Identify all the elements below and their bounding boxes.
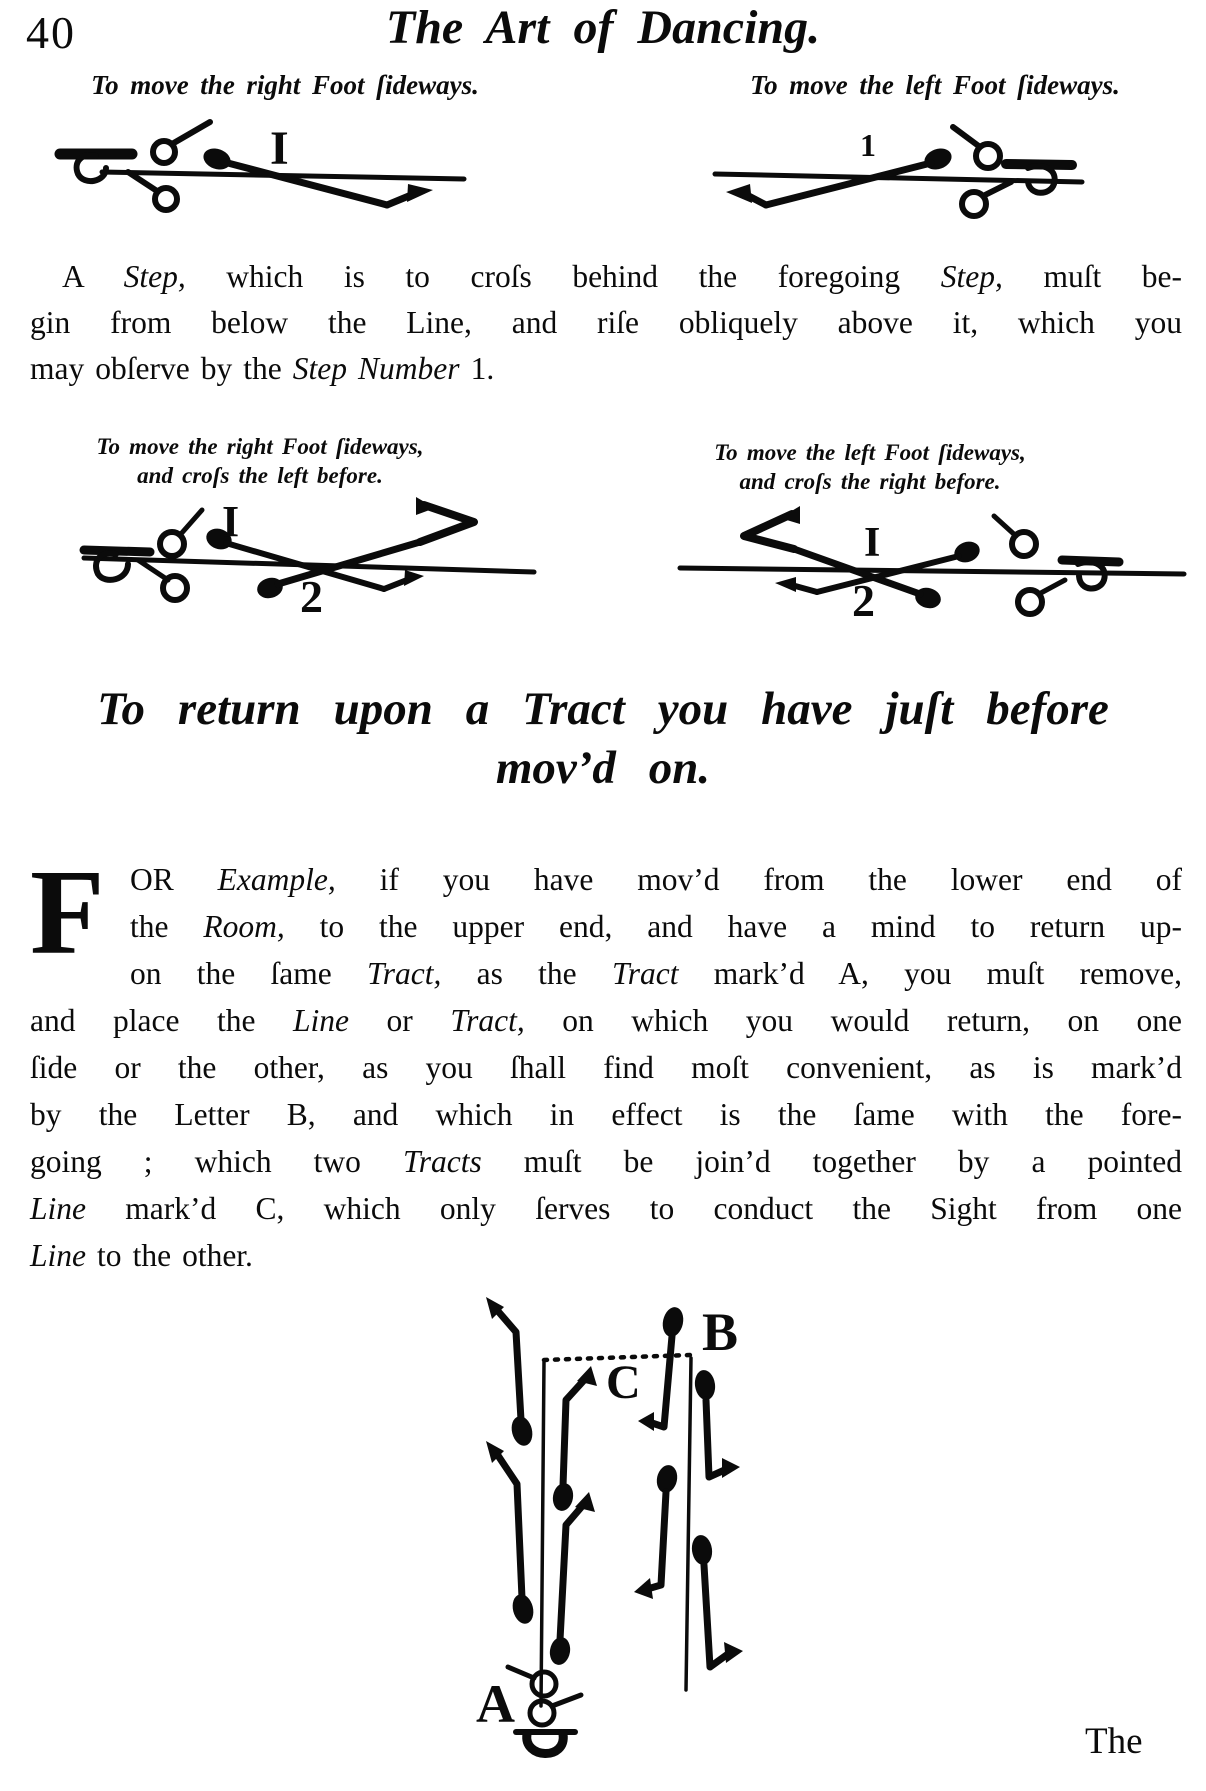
step-number-label: 1	[860, 127, 876, 163]
paragraph-line: ſide or the other, as you ſhall find moſt convenient, as is mark’d	[30, 1050, 1182, 1085]
paragraph-line: the Room, to the upper end, and have a mind to return up-	[130, 909, 1182, 944]
tract-a-label: A	[476, 1674, 515, 1734]
step-2-symbol	[744, 506, 943, 611]
track-line	[680, 568, 1184, 574]
outer-left-step-symbols	[486, 1297, 536, 1626]
start-position-symbol	[953, 127, 1072, 216]
dance-notation-left-foot-sideways	[710, 104, 1175, 236]
inner-right-step-symbols	[634, 1305, 686, 1599]
start-position-symbol	[994, 516, 1119, 614]
dance-notation-right-foot-sideways	[52, 102, 507, 232]
tract-b-label: B	[702, 1302, 739, 1362]
start-position-symbol	[60, 122, 210, 210]
dance-notation-return-tract-figure	[400, 1282, 800, 1782]
caption-line: To move the right Foot ſideways,	[96, 434, 424, 459]
step-number-label: I	[270, 122, 289, 175]
paragraph-line: A Step, which is to croſs behind the foregoing Step, muſt be-	[62, 259, 1182, 294]
caption-line: and croſs the right before.	[739, 469, 1001, 494]
tract-b-line	[686, 1358, 691, 1690]
pointed-line-c-label: C	[606, 1356, 641, 1409]
figure-caption-right-foot-sideways: To move the right Foot ſideways.	[91, 70, 479, 100]
figure-caption-left-foot-sideways: To move the left Foot ſideways.	[750, 70, 1120, 100]
inner-left-step-symbols	[548, 1366, 597, 1667]
step-number-1-label: I	[864, 520, 881, 566]
drop-cap: F	[30, 845, 105, 980]
paragraph-line: may obſerve by the Step Number 1.	[30, 351, 495, 386]
step-number-2-label: 2	[852, 575, 875, 626]
figure-caption-left-foot-cross-right	[650, 438, 1090, 496]
paragraph-step-cross-behind	[30, 254, 1182, 392]
start-position-symbol	[84, 510, 202, 600]
step-number-1-label: I	[222, 497, 240, 546]
paragraph-line: gin from below the Line, and riſe obliquely above it, which you	[30, 305, 1182, 340]
section-heading-line: mov’d on.	[495, 742, 711, 794]
section-heading-line: To return upon a Tract you have juſt before	[97, 683, 1109, 735]
start-position-symbol	[508, 1667, 581, 1754]
section-heading	[0, 680, 1206, 798]
page-title: The Art of Dancing.	[385, 1, 821, 54]
outer-right-step-symbols	[690, 1369, 743, 1667]
dance-notation-left-foot-cross-right-before	[672, 494, 1202, 662]
page-number: 40	[26, 7, 76, 58]
paragraph-return-on-tract	[30, 845, 1182, 1279]
paragraph-line: Line to the other.	[30, 1238, 253, 1273]
figure-caption-right-foot-cross-left	[45, 432, 475, 490]
caption-line: To move the left Foot ſideways,	[714, 440, 1026, 465]
dance-notation-right-foot-cross-left-before	[72, 492, 587, 660]
paragraph-line: OR Example, if you have mov’d from the lower end of	[130, 862, 1182, 897]
caption-line: and croſs the left before.	[137, 463, 383, 488]
paragraph-line: going ; which two Tracts muſt be join’d together by a pointed	[30, 1144, 1182, 1179]
paragraph-line: by the Letter B, and which in effect is the ſame with the fore-	[30, 1097, 1182, 1132]
catchword: The	[1085, 1721, 1143, 1762]
step-number-2-label: 2	[300, 571, 323, 622]
paragraph-line: and place the Line or Tract, on which you would return, on one	[30, 1003, 1182, 1038]
paragraph-line: on the ſame Tract, as the Tract mark’d A, you muſt remove,	[130, 956, 1182, 991]
paragraph-line: Line mark’d C, which only ſerves to conduct the Sight from one	[30, 1191, 1182, 1226]
tract-a-line	[541, 1362, 544, 1706]
